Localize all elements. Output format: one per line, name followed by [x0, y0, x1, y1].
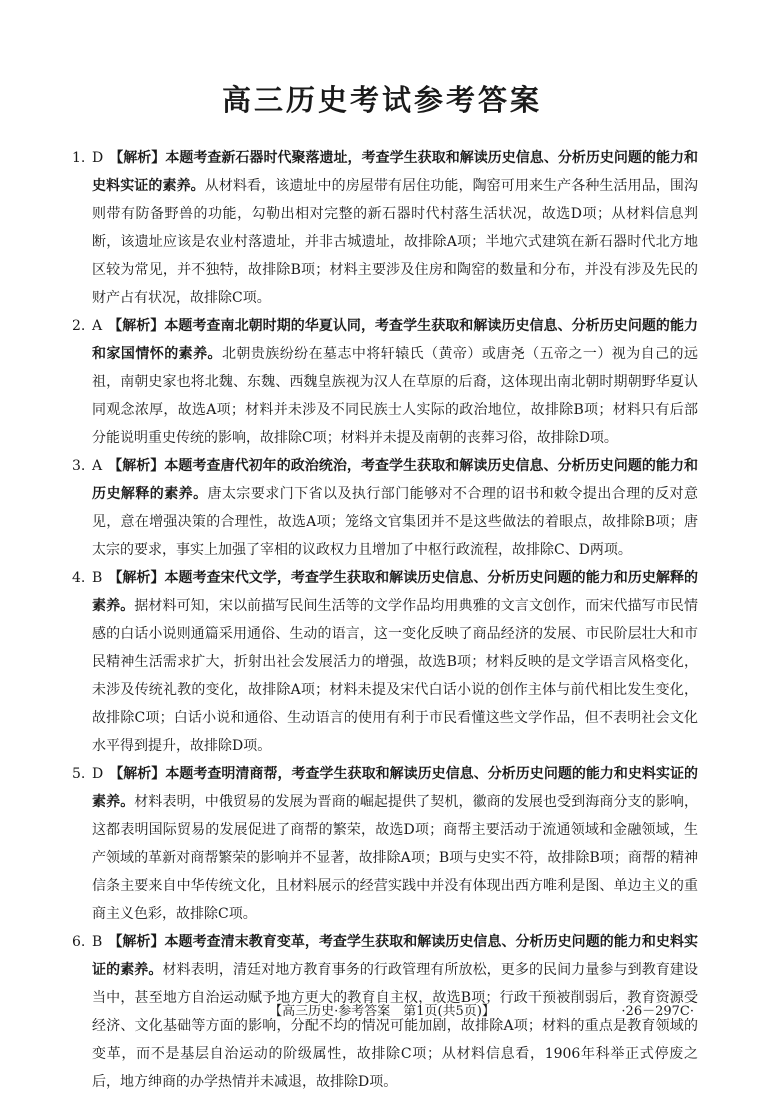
answer-item-1 — [72, 144, 698, 312]
page-footer — [0, 1000, 764, 1024]
analysis-body: 材料表明，清廷对地方教育事务的行政管理有所放松，更多的民间力量参与到教育建设当中，甚至地方自治运动赋予地方更大的教育自主权，故选B项；行政干预被削弱后，教育资源受经济、文化基础等方面的影响，分配不均的情况可能加剧，故排除A项；材料的重点是教育领域的变革，而不是基层自治运动的阶级属性，故排除C项；从材料信息看，1906年科举正式停废之后，地方绅商的办学热情并未减退，故排除D项。 — [92, 962, 699, 1090]
question-number: 2. — [72, 318, 86, 334]
answer-item-5 — [72, 760, 698, 928]
analysis-lead: 【解析】本题考查清末教育变革，考查学生获取和解读历史信息、分析历史问题的能力和史料实证的素养。 — [92, 934, 698, 978]
analysis-body: 材料表明，中俄贸易的发展为晋商的崛起提供了契机，徽商的发展也受到海商分支的影响，这都表明国际贸易的发展促进了商帮的繁荣，故选D项；商帮主要活动于流通领域和金融领域，生产领域的革新对商帮繁荣的影响并不显著，故排除A项；B项与史实不符，故排除B项；商帮的精神信条主要来自中华传统文化，且材料展示的经营实践中并没有体现出西方唯利是图、单边主义的重商主义色彩，故排除C项。 — [92, 794, 699, 922]
answer-choice: D — [92, 766, 104, 782]
analysis-lead: 【解析】本题考查宋代文学，考查学生获取和解读历史信息、分析历史问题的能力和历史解释的素养。 — [92, 570, 698, 614]
analysis-lead: 【解析】本题考查南北朝时期的华夏认同，考查学生获取和解读历史信息、分析历史问题的能力和家国情怀的素养。 — [92, 318, 698, 362]
footer-paper-code: ·26－297C· — [621, 1004, 694, 1019]
answer-item-2 — [72, 312, 698, 452]
question-number: 1. — [72, 150, 86, 166]
analysis-lead: 【解析】本题考查明清商帮，考查学生获取和解读历史信息、分析历史问题的能力和史料实证的素养。 — [92, 766, 698, 810]
analysis-body: 唐太宗要求门下省以及执行部门能够对不合理的诏书和敕令提出合理的反对意见，意在增强决策的合理性，故选A项；笼络文官集团并不是这些做法的着眼点，故排除B项；唐太宗的要求，事实上加强了宰相的议政权力且增加了中枢行政流程，故排除C、D两项。 — [92, 486, 699, 558]
answer-list — [72, 144, 698, 1096]
question-number: 4. — [72, 570, 86, 586]
question-number: 3. — [72, 458, 86, 474]
answer-item-4 — [72, 564, 698, 760]
answer-choice: A — [92, 318, 103, 334]
answer-choice: D — [92, 150, 104, 166]
answer-choice: B — [92, 570, 103, 586]
analysis-lead: 【解析】本题考查新石器时代聚落遗址，考查学生获取和解读历史信息、分析历史问题的能力和史料实证的素养。 — [92, 150, 698, 194]
answer-choice: A — [92, 458, 103, 474]
question-number: 5. — [72, 766, 86, 782]
analysis-body: 据材料可知，宋以前描写民间生活等的文学作品均用典雅的文言文创作，而宋代描写市民情感的白话小说则通篇采用通俗、生动的语言，这一变化反映了商品经济的发展、市民阶层壮大和市民精神生活需求扩大，折射出社会发展活力的增强，故选B项；材料反映的是文学语言风格变化，未涉及传统礼教的变化，故排除A项；材料未提及宋代白话小说的创作主体与前代相比发生变化，故排除C项；白话小说和通俗、生动语言的使用有利于市民看懂这些文学作品，但不表明社会文化水平得到提升，故排除D项。 — [92, 598, 699, 754]
analysis-body: 北朝贵族纷纷在墓志中将轩辕氏（黄帝）或唐尧（五帝之一）视为自己的远祖，南朝史家也将北魏、东魏、西魏皇族视为汉人在草原的后裔，这体现出南北朝时期朝野华夏认同观念浓厚，故选A项；材料并未涉及不同民族士人实际的政治地位，故排除B项；材料只有后部分能说明重史传统的影响，故排除C项；材料并未提及南朝的丧葬习俗，故排除D项。 — [92, 346, 698, 446]
analysis-lead: 【解析】本题考查唐代初年的政治统治，考查学生获取和解读历史信息、分析历史问题的能力和历史解释的素养。 — [92, 458, 698, 502]
answer-item-3 — [72, 452, 698, 564]
analysis-body: 从材料看，该遗址中的房屋带有居住功能，陶窑可用来生产各种生活用品，围沟则带有防备野兽的功能，勾勒出相对完整的新石器时代村落生活状况，故选D项；从材料信息判断，该遗址应该是农业村落遗址，并非古城遗址，故排除A项；半地穴式建筑在新石器时代北方地区较为常见，并不独特，故排除B项；材料主要涉及住房和陶窑的数量和分布，并没有涉及先民的财产占有状况，故排除C项。 — [92, 178, 699, 306]
footer-page-info: 【高三历史·参考答案 第1页(共5页)】 — [269, 1004, 495, 1019]
question-number: 6. — [72, 934, 86, 950]
page-title: 高三历史考试参考答案 — [221, 83, 542, 117]
answer-choice: B — [92, 934, 103, 950]
